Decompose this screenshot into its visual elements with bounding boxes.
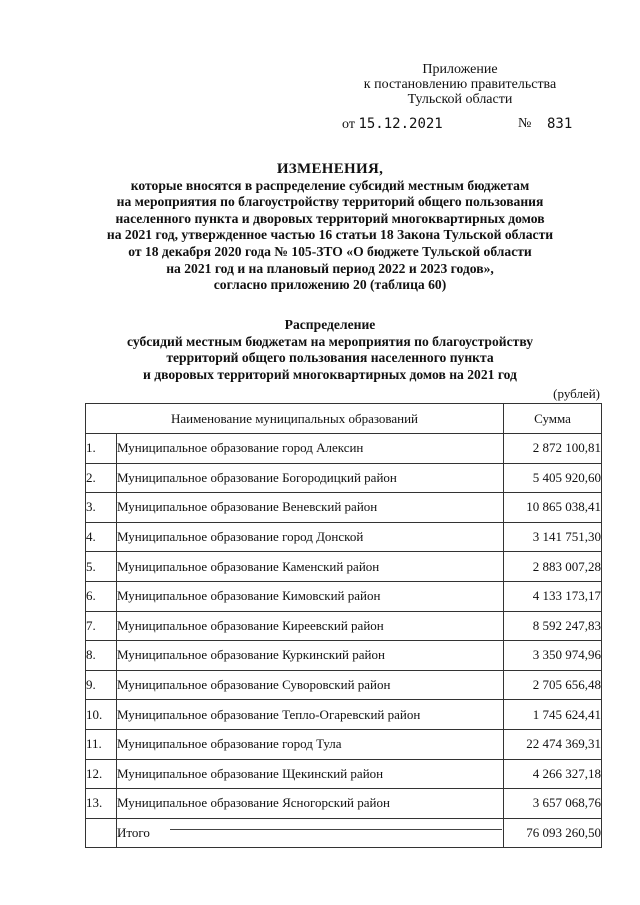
table-row xyxy=(86,552,602,582)
table-row xyxy=(86,581,602,611)
total-sum: 76 093 260,50 xyxy=(504,818,602,848)
row-number: 11. xyxy=(86,729,117,759)
total-label: Итого xyxy=(117,818,504,848)
decree-number: 831 xyxy=(547,116,573,132)
row-number: 9. xyxy=(86,670,117,700)
row-number: 13. xyxy=(86,789,117,819)
row-number: 3. xyxy=(86,493,117,523)
table-header-row xyxy=(86,404,602,434)
changes-title-line: которые вносятся в распределение субсидий местным бюджетам xyxy=(130,177,530,193)
decree-date-prefix: от xyxy=(342,117,355,132)
subsidies-table xyxy=(85,403,602,848)
row-number: 2. xyxy=(86,463,117,493)
row-sum: 4 266 327,18 xyxy=(504,759,602,789)
distribution-title-line: территорий общего пользования населенного пункта xyxy=(166,350,494,366)
row-name: Муниципальное образование Кимовский район xyxy=(117,581,504,611)
row-name: Муниципальное образование Богородицкий район xyxy=(117,463,504,493)
changes-title-line: от 18 декабря 2020 года № 105-ЗТО «О бюджете Тульской области xyxy=(128,243,532,259)
row-sum: 1 745 624,41 xyxy=(504,700,602,730)
changes-title-line: на мероприятия по благоустройству территорий общего пользования xyxy=(116,194,544,210)
appendix-line: Тульской области xyxy=(407,92,513,107)
decree-number-label: № xyxy=(518,116,532,131)
table-row xyxy=(86,434,602,464)
row-name: Муниципальное образование город Тула xyxy=(117,729,504,759)
row-number: 5. xyxy=(86,552,117,582)
row-name: Муниципальное образование Куркинский район xyxy=(117,641,504,671)
row-number: 4. xyxy=(86,522,117,552)
table-row xyxy=(86,463,602,493)
row-sum: 3 657 068,76 xyxy=(504,789,602,819)
currency-unit: (рублей) xyxy=(553,386,600,401)
distribution-heading: Распределение xyxy=(284,317,376,332)
row-name: Муниципальное образование город Донской xyxy=(117,522,504,552)
row-sum: 4 133 173,17 xyxy=(504,581,602,611)
changes-title-line: согласно приложению 20 (таблица 60) xyxy=(213,277,447,293)
row-sum: 3 141 751,30 xyxy=(504,522,602,552)
row-sum: 22 474 369,31 xyxy=(504,729,602,759)
table-row xyxy=(86,789,602,819)
table-row xyxy=(86,759,602,789)
decree-date: 15.12.2021 xyxy=(358,116,443,132)
row-number: 8. xyxy=(86,641,117,671)
decree-reference xyxy=(342,116,602,133)
changes-title xyxy=(70,161,590,294)
total-number-cell xyxy=(86,818,117,848)
row-name: Муниципальное образование Киреевский район xyxy=(117,611,504,641)
row-sum: 2 872 100,81 xyxy=(504,434,602,464)
table-row xyxy=(86,493,602,523)
appendix-line: к постановлению правительства xyxy=(363,77,557,92)
row-number: 1. xyxy=(86,434,117,464)
header-name: Наименование муниципальных образований xyxy=(86,404,504,434)
distribution-title xyxy=(70,317,590,383)
appendix-header xyxy=(340,62,580,107)
row-sum: 10 865 038,41 xyxy=(504,493,602,523)
table-row xyxy=(86,522,602,552)
table-row xyxy=(86,611,602,641)
row-number: 6. xyxy=(86,581,117,611)
row-sum: 8 592 247,83 xyxy=(504,611,602,641)
row-sum: 5 405 920,60 xyxy=(504,463,602,493)
table-row xyxy=(86,700,602,730)
row-sum: 3 350 974,96 xyxy=(504,641,602,671)
row-name: Муниципальное образование город Алексин xyxy=(117,434,504,464)
row-number: 7. xyxy=(86,611,117,641)
row-name: Муниципальное образование Каменский район xyxy=(117,552,504,582)
appendix-line: Приложение xyxy=(422,62,498,77)
table-row xyxy=(86,729,602,759)
distribution-title-line: субсидий местным бюджетам на мероприятия по благоустройству xyxy=(126,333,533,349)
row-name: Муниципальное образование Щекинский район xyxy=(117,759,504,789)
total-row xyxy=(86,818,602,848)
row-name: Муниципальное образование Веневский район xyxy=(117,493,504,523)
row-number: 12. xyxy=(86,759,117,789)
row-number: 10. xyxy=(86,700,117,730)
changes-title-line: населенного пункта и дворовых территорий многоквартирных домов xyxy=(115,210,545,226)
changes-title-line: на 2021 год, утвержденное частью 16 статьи 18 Закона Тульской области xyxy=(106,227,554,243)
table-row xyxy=(86,670,602,700)
closing-divider xyxy=(170,829,502,830)
row-sum: 2 705 656,48 xyxy=(504,670,602,700)
header-sum: Сумма xyxy=(504,404,602,434)
row-name: Муниципальное образование Тепло-Огаревский район xyxy=(117,700,504,730)
row-name: Муниципальное образование Суворовский район xyxy=(117,670,504,700)
changes-heading: ИЗМЕНЕНИЯ, xyxy=(276,161,384,177)
table-row xyxy=(86,641,602,671)
changes-title-line: на 2021 год и на плановый период 2022 и 2023 годов», xyxy=(166,260,494,276)
distribution-title-line: и дворовых территорий многоквартирных домов на 2021 год xyxy=(143,366,517,382)
row-sum: 2 883 007,28 xyxy=(504,552,602,582)
row-name: Муниципальное образование Ясногорский район xyxy=(117,789,504,819)
